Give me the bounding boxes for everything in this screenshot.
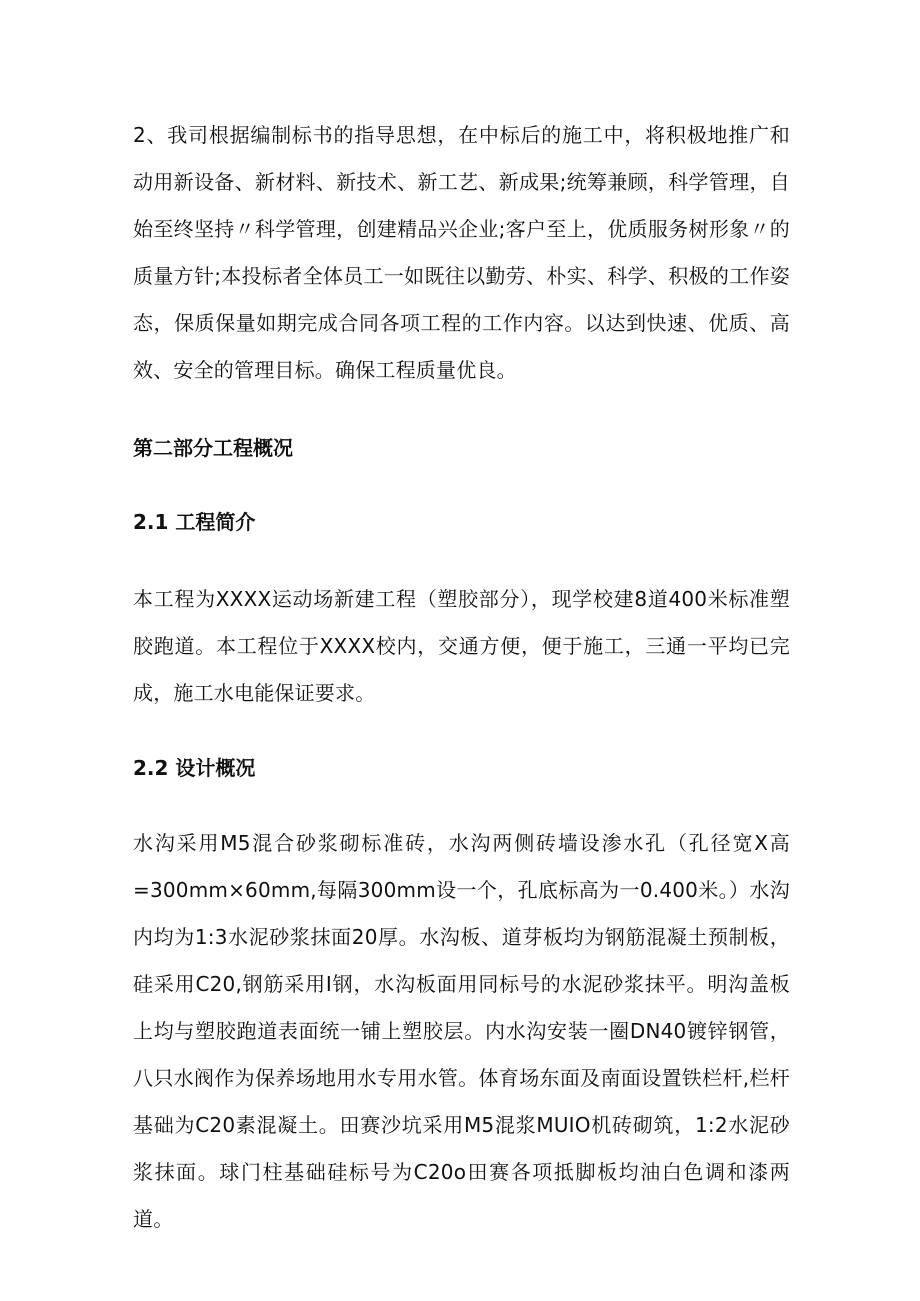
spacer	[133, 792, 790, 820]
section-2-1-heading: 2.1 工程简介	[133, 510, 256, 534]
spacer	[133, 546, 790, 576]
section-2-1-body: 本工程为XXXX运动场新建工程（塑胶部分），现学校建8道400米标准塑胶跑道。本工程位于XXXX校内，交通方便，便于施工，三通一平均已完成，施工水电能保证要求。	[133, 587, 790, 705]
part2-heading: 第二部分工程概况	[133, 436, 293, 460]
spacer	[133, 472, 790, 499]
spacer	[133, 394, 790, 425]
spacer	[133, 717, 790, 745]
section-2-2-body: 水沟采用M5混合砂浆砌标准砖，水沟两侧砖墙设渗水孔（孔径宽X高=300mm×60mm,每隔300mm设一个，孔底标高为一0.400米。）水沟内均为1:3水泥砂浆抹面20厚。水沟板、道芽板均为钢筋混凝土预制板，硅采用C20,钢筋采用I钢，水沟板面用同标号的水泥砂浆抹平。明沟盖板上均与塑胶跑道表面统一铺上塑胶层。内水沟安装一圈DN40镀锌钢管，八只水阀作为保养场地用水专用水管。体育场东面及南面设置铁栏杆,栏杆基础为C20素混凝土。田赛沙坑采用M5混浆MUIO机砖砌筑，1:2水泥砂浆抹面。球门柱基础硅标号为C20o田赛各项抵脚板均油白色调和漆两道。	[133, 831, 790, 1231]
intro-paragraph: 2、我司根据编制标书的指导思想，在中标后的施工中，将积极地推广和动用新设备、新材料、新技术、新工艺、新成果;统筹兼顾，科学管理，自始至终坚持〃科学管理，创建精品兴企业;客户至上，优质服务树形象〃的质量方针;本投标者全体员工一如既往以勤劳、朴实、科学、积极的工作姿态，保质保量如期完成合同各项工程的工作内容。以达到快速、优质、高效、安全的管理目标。确保工程质量优良。	[133, 123, 790, 382]
section-2-2-heading: 2.2 设计概况	[133, 756, 256, 780]
